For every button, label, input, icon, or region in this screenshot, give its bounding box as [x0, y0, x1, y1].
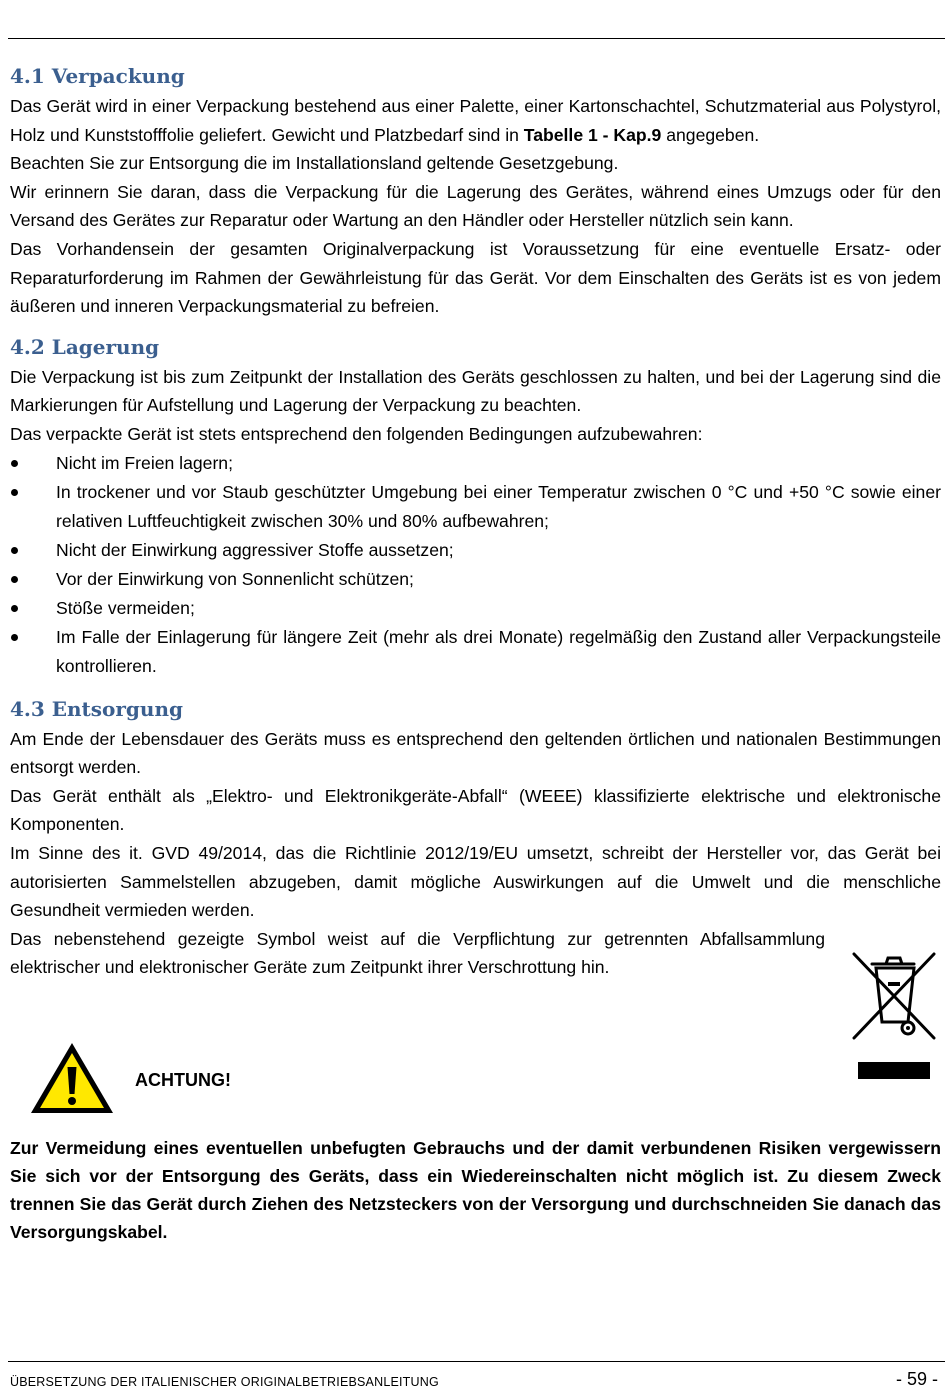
section-title: 4.2 Lagerung [10, 334, 160, 359]
paragraph: Wir erinnern Sie daran, dass die Verpackung für die Lagerung des Gerätes, während eines Umzugs oder für den Versand des Gerätes zur Reparatur oder Wartung an den Händler oder Hersteller nützlich sein kann. [10, 181, 941, 231]
section-entsorgung [10, 693, 941, 982]
warning-text: Zur Vermeidung eines eventuellen unbefugten Gebrauchs und der damit verbundenen Risiken vergewissern Sie sich vor der Entsorgung des Geräts, dass ein Wiedereinschalten nicht möglich ist. Zu diesem Zweck trennen Sie das Gerät durch Ziehen des Netzsteckers von der Versorgung und durchschneiden Sie danach das Versorgungskabel. [10, 1138, 941, 1242]
page-content [10, 60, 941, 982]
paragraph: Beachten Sie zur Entsorgung die im Installationsland geltende Gesetzgebung. [10, 153, 619, 174]
warning-triangle-icon [28, 1040, 116, 1116]
warning-label: ACHTUNG! [135, 1070, 231, 1090]
header-rule [8, 38, 945, 39]
paragraph: Das Gerät enthält als „Elektro- und Elektronikgeräte-Abfall“ (WEEE) klassifizierte elektrische und elektronische Komponenten. [10, 785, 941, 835]
paragraph: Das Gerät wird in einer Verpackung bestehend aus einer Palette, einer Kartonschachtel, Schutzmaterial aus Polystyrol, Holz und Kunststofffolie geliefert. Gewicht und Platzbedarf sind in Tabelle 1 - Kap.9 angegeben. [10, 96, 941, 145]
paragraph: Die Verpackung ist bis zum Zeitpunkt der Installation des Geräts geschlossen zu halten, und bei der Lagerung sind die Markierungen für Aufstellung und Lagerung der Verpackung zu beachten. [10, 366, 941, 416]
section-title: 4.3 Entsorgung [10, 696, 183, 721]
list-item: Nicht der Einwirkung aggressiver Stoffe aussetzen; [10, 536, 941, 565]
list-item: Nicht im Freien lagern; [10, 449, 941, 478]
section-lagerung [10, 331, 941, 681]
crossed-out-wheeled-bin-icon [848, 948, 940, 1044]
list-item: Vor der Einwirkung von Sonnenlicht schützen; [10, 565, 941, 594]
list-item: In trockener und vor Staub geschützter Umgebung bei einer Temperatur zwischen 0 °C und +50 °C sowie einer relativen Luftfeuchtigkeit zwischen 30% und 80% aufbewahren; [10, 478, 941, 536]
footer-title: ÜBERSETZUNG DER ITALIENISCHER ORIGINALBETRIEBSANLEITUNG [10, 1375, 439, 1389]
table-reference: Tabelle 1 - Kap.9 [523, 124, 662, 145]
paragraph: Das Vorhandensein der gesamten Originalverpackung ist Voraussetzung für eine eventuelle Ersatz- oder Reparaturforderung im Rahmen der Gewährleistung für das Gerät. Vor dem Einschalten des Geräts ist es von jedem äußeren und inneren Verpackungsmaterial zu befreien. [10, 238, 941, 317]
paragraph: Im Sinne des it. GVD 49/2014, das die Richtlinie 2012/19/EU umsetzt, schreibt der Hersteller vor, das Gerät bei autorisierten Sammelstellen abzugeben, damit mögliche Auswirkungen auf die Umwelt und die menschliche Gesundheit vermieden werden. [10, 842, 941, 921]
paragraph: Das nebenstehend gezeigte Symbol weist auf die Verpflichtung zur getrennten Abfallsammlung elektrischer und elektronischer Geräte zum Zeitpunkt ihrer Verschrottung hin. [10, 928, 825, 978]
page-number: - 59 - [895, 1369, 938, 1389]
section-verpackung [10, 60, 941, 321]
paragraph: Das verpackte Gerät ist stets entsprechend den folgenden Bedingungen aufzubewahren: [10, 423, 703, 444]
list-item: Im Falle der Einlagerung für längere Zeit (mehr als drei Monate) regelmäßig den Zustand aller Verpackungsteile kontrollieren. [10, 623, 941, 681]
storage-conditions-list [10, 449, 941, 681]
list-item: Stöße vermeiden; [10, 594, 941, 623]
footer-rule [8, 1361, 945, 1362]
weee-bar [858, 1062, 930, 1079]
paragraph: Am Ende der Lebensdauer des Geräts muss es entsprechend den geltenden örtlichen und nationalen Bestimmungen entsorgt werden. [10, 728, 941, 778]
section-title: 4.1 Verpackung [10, 64, 185, 88]
